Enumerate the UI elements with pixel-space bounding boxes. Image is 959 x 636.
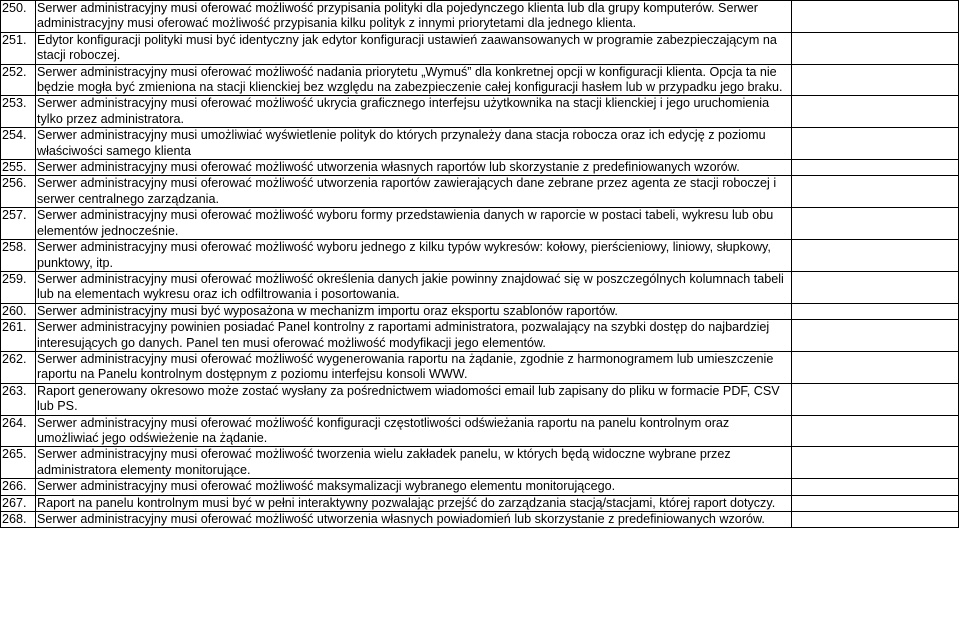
response-cell — [791, 351, 958, 383]
requirement-row — [1, 303, 959, 319]
requirement-number: 264. — [1, 415, 36, 447]
requirement-text: Serwer administracyjny musi oferować możliwość nadania priorytetu „Wymuś” dla konkretnej opcji w konfiguracji klienta. Opcja ta nie będzie mogła być zmieniona na stacji klienckiej bez względu na zabezpieczenie całej konfiguracji hasłem lub w przypadku jego braku. — [35, 64, 791, 96]
response-cell — [791, 271, 958, 303]
requirement-number: 266. — [1, 479, 36, 495]
requirement-text: Serwer administracyjny musi być wyposażona w mechanizm importu oraz eksportu szablonów raportów. — [35, 303, 791, 319]
requirement-number: 258. — [1, 240, 36, 272]
response-cell — [791, 447, 958, 479]
requirement-number: 260. — [1, 303, 36, 319]
requirement-text: Serwer administracyjny musi oferować możliwość wyboru formy przedstawienia danych w raporcie w postaci tabeli, wykresu lub obu elementów jednocześnie. — [35, 208, 791, 240]
requirement-row — [1, 96, 959, 128]
response-cell — [791, 415, 958, 447]
requirement-number: 251. — [1, 32, 36, 64]
requirement-text: Serwer administracyjny musi oferować możliwość tworzenia wielu zakładek panelu, w których będą widoczne wybrane przez administratora elementy monitorujące. — [35, 447, 791, 479]
requirement-number: 267. — [1, 495, 36, 511]
requirement-row — [1, 208, 959, 240]
requirement-text: Serwer administracyjny musi oferować możliwość określenia danych jakie powinny znajdować się w poszczególnych kolumnach tabeli lub na elementach wykresu oraz ich odfiltrowania i posortowania. — [35, 271, 791, 303]
requirement-number: 263. — [1, 383, 36, 415]
requirement-row — [1, 176, 959, 208]
response-cell — [791, 160, 958, 176]
requirement-text: Serwer administracyjny musi oferować możliwość utworzenia raportów zawierających dane zebrane przez agenta ze stacji roboczej i serwer centralnego zarządzania. — [35, 176, 791, 208]
requirement-row — [1, 447, 959, 479]
requirement-text: Serwer administracyjny musi oferować możliwość konfiguracji częstotliwości odświeżania raportu na panelu kontrolnym oraz umożliwiać jego odświeżenie na żądanie. — [35, 415, 791, 447]
requirement-row — [1, 160, 959, 176]
requirement-text: Serwer administracyjny musi oferować możliwość ukrycia graficznego interfejsu użytkownika na stacji klienckiej i jego uruchomienia tylko przez administratora. — [35, 96, 791, 128]
requirement-text: Serwer administracyjny musi oferować możliwość wygenerowania raportu na żądanie, zgodnie z harmonogramem lub umieszczenie raportu na Panelu kontrolnym dostępnym z poziomu interfejsu konsoli WWW. — [35, 351, 791, 383]
response-cell — [791, 240, 958, 272]
requirement-number: 262. — [1, 351, 36, 383]
requirement-text: Serwer administracyjny musi oferować możliwość utworzenia własnych powiadomień lub skorzystanie z predefiniowanych wzorów. — [35, 512, 791, 528]
response-cell — [791, 320, 958, 352]
requirement-row — [1, 479, 959, 495]
requirement-number: 265. — [1, 447, 36, 479]
requirement-row — [1, 320, 959, 352]
requirement-text: Serwer administracyjny musi oferować możliwość utworzenia własnych raportów lub skorzystanie z predefiniowanych wzorów. — [35, 160, 791, 176]
response-cell — [791, 128, 958, 160]
requirement-text: Raport na panelu kontrolnym musi być w pełni interaktywny pozwalając przejść do zarządzania stacją/stacjami, której raport dotyczy. — [35, 495, 791, 511]
requirement-text: Edytor konfiguracji polityki musi być identyczny jak edytor konfiguracji ustawień zaawansowanych w programie zabezpieczającym na stacji roboczej. — [35, 32, 791, 64]
requirement-number: 253. — [1, 96, 36, 128]
requirement-number: 250. — [1, 1, 36, 33]
requirement-row — [1, 32, 959, 64]
requirement-number: 257. — [1, 208, 36, 240]
requirement-number: 261. — [1, 320, 36, 352]
response-cell — [791, 64, 958, 96]
response-cell — [791, 303, 958, 319]
requirement-row — [1, 240, 959, 272]
requirement-text: Serwer administracyjny powinien posiadać Panel kontrolny z raportami administratora, pozwalający na szybki dostęp do najbardziej interesujących go danych. Panel ten musi oferować możliwość modyfikacji jego elementów. — [35, 320, 791, 352]
response-cell — [791, 176, 958, 208]
response-cell — [791, 383, 958, 415]
requirement-row — [1, 128, 959, 160]
response-cell — [791, 96, 958, 128]
requirement-text: Raport generowany okresowo może zostać wysłany za pośrednictwem wiadomości email lub zapisany do pliku w formacie PDF, CSV lub PS. — [35, 383, 791, 415]
response-cell — [791, 208, 958, 240]
requirement-number: 259. — [1, 271, 36, 303]
response-cell — [791, 512, 958, 528]
response-cell — [791, 495, 958, 511]
requirement-row — [1, 495, 959, 511]
requirement-number: 268. — [1, 512, 36, 528]
response-cell — [791, 1, 958, 33]
requirement-text: Serwer administracyjny musi oferować możliwość wyboru jednego z kilku typów wykresów: kołowy, pierścieniowy, liniowy, słupkowy, punktowy, itp. — [35, 240, 791, 272]
requirement-row — [1, 512, 959, 528]
requirements-table-body — [1, 1, 959, 528]
requirement-row — [1, 64, 959, 96]
requirement-number: 255. — [1, 160, 36, 176]
requirement-row — [1, 1, 959, 33]
requirement-row — [1, 271, 959, 303]
response-cell — [791, 32, 958, 64]
requirement-row — [1, 415, 959, 447]
requirement-number: 254. — [1, 128, 36, 160]
requirement-row — [1, 383, 959, 415]
requirement-number: 256. — [1, 176, 36, 208]
requirement-number: 252. — [1, 64, 36, 96]
requirement-text: Serwer administracyjny musi oferować możliwość przypisania polityki dla pojedynczego klienta lub dla grupy komputerów. Serwer administracyjny musi oferować możliwość przypisania kilku polityk z innymi priorytetami dla jednego klienta. — [35, 1, 791, 33]
requirement-row — [1, 351, 959, 383]
response-cell — [791, 479, 958, 495]
requirement-text: Serwer administracyjny musi umożliwiać wyświetlenie polityk do których przynależy dana stacja robocza oraz ich edycję z poziomu właściwości samego klienta — [35, 128, 791, 160]
requirement-text: Serwer administracyjny musi oferować możliwość maksymalizacji wybranego elementu monitorującego. — [35, 479, 791, 495]
